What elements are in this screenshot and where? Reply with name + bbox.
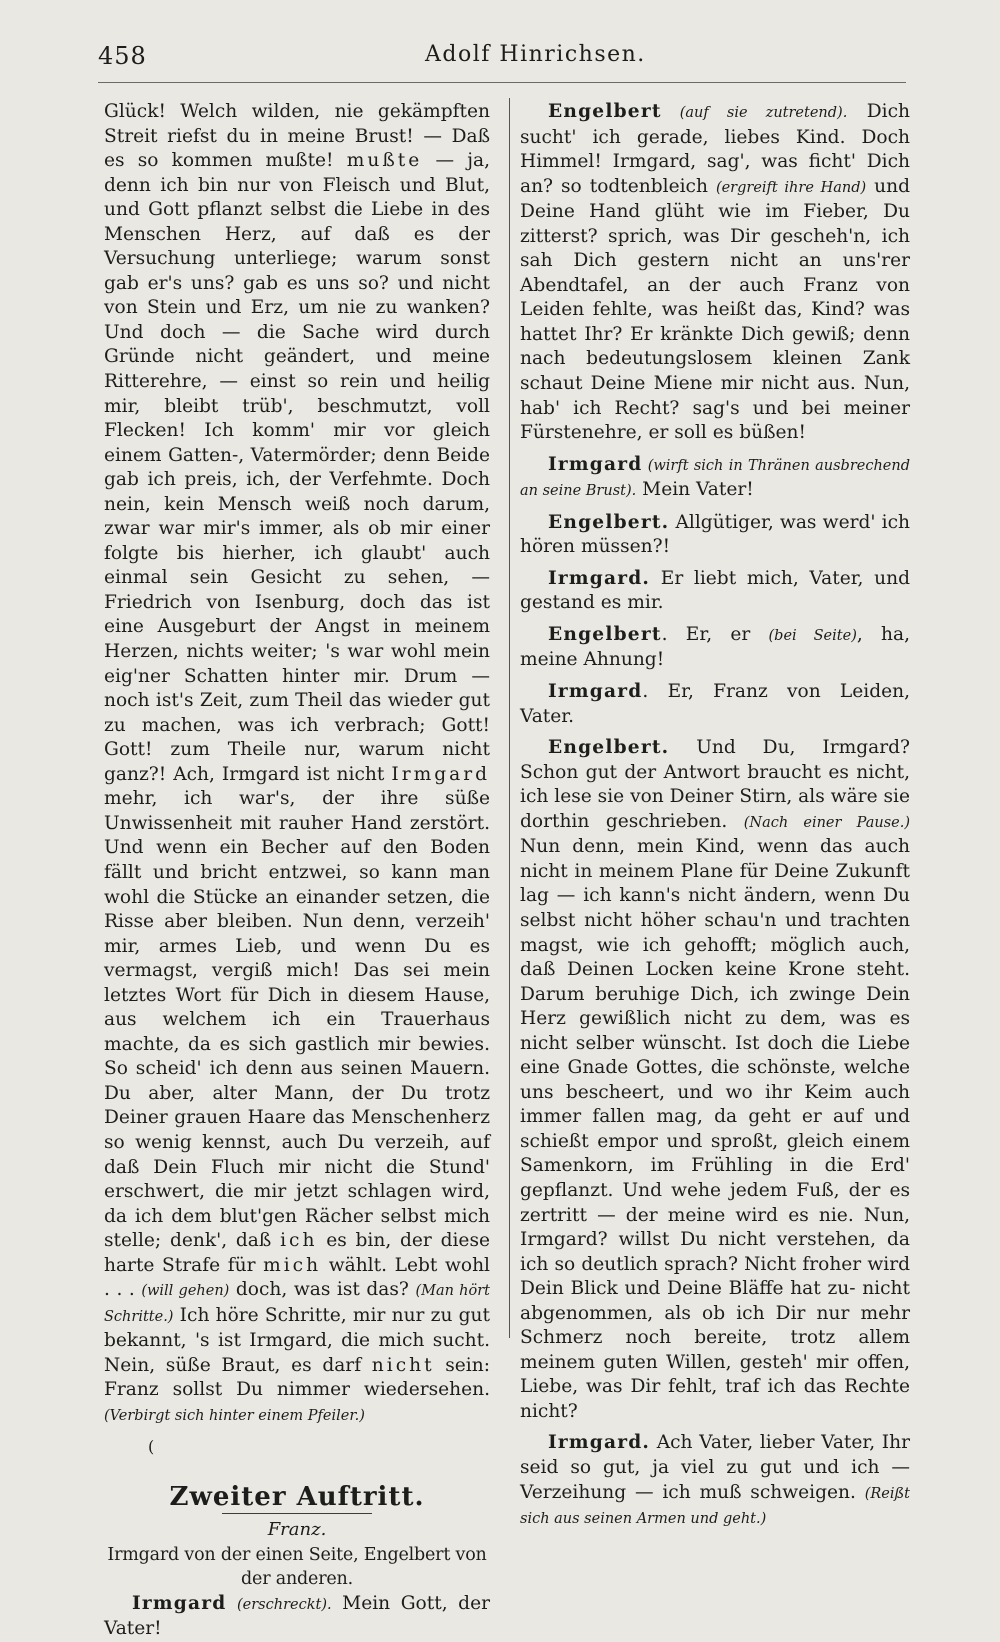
speaker-name: Irmgard — [548, 453, 643, 475]
speech: Irmgard. Ach Vater, lieber Vater, Ihr seid so gut, ja viel zu gut und ich — Verzeihung — ich muß schweigen. (Reißt sich aus seinen Armen und geht.) — [520, 1432, 910, 1528]
speaker-name: Engelbert. — [548, 737, 670, 759]
page-number: 458 — [98, 42, 147, 70]
left-column — [104, 100, 490, 1642]
right-column — [520, 100, 910, 1532]
speaker-name: Engelbert — [548, 101, 662, 122]
speech: Irmgard (wirft sich in Thränen ausbrechend an seine Brust). Mein Vater! — [520, 453, 910, 501]
stage-direction: (Reißt sich aus seinen Armen und geht.) — [520, 1485, 910, 1528]
speaker-name: Irmgard — [132, 1592, 227, 1614]
stage-direction: (Man hört Schritte.) — [104, 1283, 490, 1325]
speech: Engelbert (auf sie zutretend). Dich sucht' ich gerade, liebes Kind. Doch Himmel! Irmgard, sag', was ficht' Dich an? so todtenbleich (ergreift ihre Hand) und Deine Hand glüht wie im Fieber, Du zitterst? sprich, was Dir gescheh'n, ich sah Dich gestern nicht an uns'rer Abendtafel, an der auch Franz von Leiden fehlte, was heißt das, Kind? was hattet Ihr? Er kränkte Dich gewiß; denn nach bedeutungslosem kleinen Zank schaut Deine Miene mir nicht aus. Nun, hab' ich Recht? sag's und bei meiner Fürstenehre, er soll es büßen! — [520, 101, 910, 444]
speech: Engelbert. Und Du, Irmgard? Schon gut der Antwort braucht es nicht, ich lese sie von Deiner Stirn, als wäre sie dorthin geschrieben. (Nach einer Pause.) Nun denn, mein Kind, wenn das auch nicht in meinem Plane für Deine Zukunft lag — ich kann's nicht ändern, wenn Du selbst nicht höher schau'n und trachten magst, wie ich gehofft; möglich auch, daß Deinen Locken keine Krone steht. Darum beruhige Dich, ich zwinge Dein Herz gewißlich nicht zu dem, was es nicht selber wünscht. Ist doch die Liebe eine Gnade Gottes, die schönste, welche uns bescheert, und wo ihr Keim auch immer fallen mag, da geht er auf und schießt empor und sproßt, gleich einem Samenkorn, im Frühling in die Erd' gepflanzt. Und wehe jedem Fuß, der es zertritt — der meine wird es nie. Nun, Irmgard? willst Du nicht verstehen, da ich so deutlich sprach? Nicht froher wird Dein Blick und Deine Bläffe hat zu- nicht abgenommen, als ob ich Dir nur mehr Schmerz noch bereite, trotz allem meinem guten Willen, gesteh' mir offen, Liebe, was Dir fehlt, traf ich das Rechte nicht? — [520, 737, 910, 1422]
speaker-name: Irmgard. — [548, 567, 651, 589]
scene-person: Franz. — [267, 1519, 327, 1541]
speech: Irmgard. Er liebt mich, Vater, und gestand es mir. — [520, 567, 910, 614]
speaker-name: Irmgard — [548, 681, 643, 703]
stage-direction: (erschreckt). — [237, 1596, 332, 1613]
speaker-name: Engelbert. — [548, 511, 670, 533]
stage-direction: (Verbirgt sich hinter einem Pfeiler.) — [104, 1407, 365, 1424]
stage-direction: (Nach einer Pause.) — [743, 814, 910, 831]
stage-direction: (will gehen) — [141, 1283, 230, 1300]
speaker-name: Irmgard. — [548, 1432, 651, 1454]
emphasis: nicht — [371, 1354, 435, 1376]
stage-direction: (auf sie zutretend). — [661, 105, 848, 121]
emphasis: ich — [280, 1230, 318, 1252]
speaker-name: Engelbert — [548, 623, 662, 645]
monologue-paragraph: Glück! Welch wilden, nie gekämpften Streit riefst du in meine Brust! — Daß es so kommen mußte! mußte — ja, denn ich bin nur von Fleisch und Blut, und Gott pflanzt selbst die Liebe in des Menschen Herz, auf daß es der Versuchung unterliege; warum sonst gab er's uns? gab es uns so? und nicht von Stein und Erz, um nie zu wanken? Und doch — die Sache wird durch Gründe nicht geändert, und meine Ritterehre, — einst so rein und heilig mir, bleibt trüb', beschmutzt, voll Flecken! Ich komm' mir vor gleich einem Gatten-, Vatermörder; denn Beide gab ich preis, ich, der Verfehmte. Doch nein, kein Mensch weiß noch darum, zwar war mir's immer, als ob mir einer folgte bis hierher, ich glaubt' auch einmal sein Gesicht zu sehen, — Friedrich von Isenburg, doch das ist eine Ausgeburt der Angst in meinem Herzen, nichts weiter; 's war wohl mein eig'ner Schatten hinter mir. Drum — noch ist's Zeit, zum Theil das wieder gut zu machen, was ich verbrach; Gott! Gott! zum Theile nur, warum nicht ganz?! Ach, Irmgard ist nicht Irmgard mehr, ich war's, der ihre süße Unwissenheit mit rauher Hand zerstört. Und wenn ein Becher auf den Boden fällt und bricht entzwei, so kann man wohl die Stücke an einander setzen, die Risse aber bleiben. Nun denn, verzeih' mir, armes Lieb, und wenn Du es vermagst, vergiß mich! Das sei mein letztes Wort für Dich in diesem Hause, aus welchem ich ein Trauerhaus machte, da es sich gastlich mir bewies. So scheid' ich denn aus seinen Mauern. Du aber, alter Mann, der Du trotz Deiner grauen Haare das Menschenherz so wenig kennst, auch Du verzeih, auf daß Dein Fluch mir nicht die Stund' erschwert, die mir jetzt schlagen wird, da ich dem blut'gen Rächer selbst mich stelle; denk', daß ich es bin, der diese harte Strafe für mich wählt. Lebt wohl . . . (will gehen) doch, was ist das? (Man hört Schritte.) Ich höre Schritte, mir nur zu gut bekannt, 's ist Irmgard, die mich sucht. Nein, süße Braut, es darf nicht sein: Franz sollst Du nimmer wiedersehen. (Verbirgt sich hinter einem Pfeiler.) — [104, 101, 490, 1424]
scene-title-rule — [222, 1513, 372, 1514]
speech: Engelbert. Er, er (bei Seite), ha, meine Ahnung! — [520, 623, 910, 671]
stage-direction: (bei Seite) — [768, 627, 857, 644]
column-divider — [509, 98, 510, 1338]
speech: Irmgard. Er, Franz von Leiden, Vater. — [520, 681, 910, 727]
emphasis: mußte — [346, 150, 423, 172]
stage-direction: (wirft sich in Thränen ausbrechend an seine Brust). — [520, 457, 910, 500]
speech: Irmgard (erschreckt). Mein Gott, der Vater! — [104, 1592, 490, 1640]
running-head: Adolf Hinrichsen. — [425, 42, 646, 67]
stray-mark: ( — [148, 1436, 155, 1456]
scene-setting: Irmgard von der einen Seite, Engelbert von der anderen. — [107, 1544, 487, 1590]
speech: Engelbert. Allgütiger, was werd' ich hören müssen?! — [520, 511, 910, 558]
emphasis: mich — [263, 1254, 322, 1276]
header-rule — [98, 82, 906, 83]
emphasis: Irmgard — [391, 763, 490, 785]
scene-title: Zweiter Auftritt. — [169, 1481, 425, 1512]
stage-direction: (ergreift ihre Hand) — [715, 179, 867, 196]
